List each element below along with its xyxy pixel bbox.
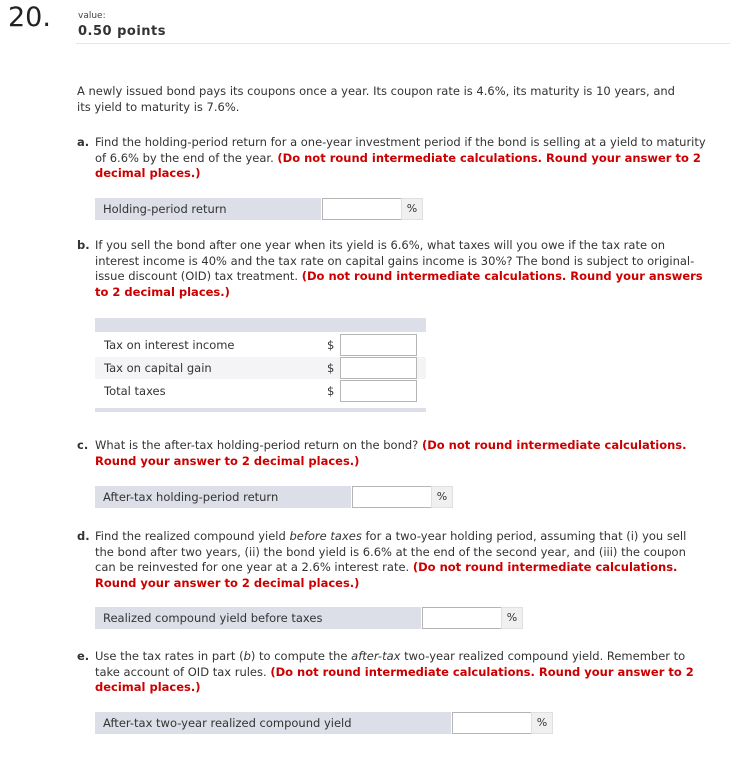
holding-period-return-label: Holding-period return	[103, 202, 227, 216]
tax-table-header	[95, 318, 426, 332]
part-a-question	[95, 135, 725, 182]
part-c-letter: c.	[77, 438, 89, 452]
part-a-line-1: Find the holding-period return for a one-year investment period if the bond is selling at a yield to maturity	[95, 135, 706, 149]
part-b-question	[95, 238, 725, 300]
percent-unit: %	[501, 607, 523, 629]
part-e-question	[95, 649, 725, 696]
part-d-letter: d.	[77, 529, 90, 543]
tax-interest-input[interactable]	[340, 334, 417, 356]
percent-unit: %	[431, 486, 453, 508]
part-e-line-2: take account of OID tax rules. (Do not round intermediate calculations. Round your answer to 2	[95, 664, 694, 679]
part-e-letter: e.	[77, 649, 90, 663]
part-b-line-1: If you sell the bond after one year when its yield is 6.6%, what taxes will you owe if the tax rate on	[95, 238, 666, 252]
part-b-letter: b.	[77, 238, 90, 252]
part-d-line-2: the bond after two years, (ii) the bond yield is 6.6% at the end of the second year, and (iii) the coupon	[95, 544, 686, 559]
percent-unit: %	[401, 198, 423, 220]
part-b-line-3: issue discount (OID) tax treatment. (Do not round intermediate calculations. Round your answers	[95, 269, 703, 283]
question-number: 20.	[8, 2, 51, 33]
part-d-line-1: Find the realized compound yield before taxes for a two-year holding period, assuming that (i) you sell	[95, 529, 687, 543]
tax-row-capital-gain	[95, 357, 426, 379]
part-a-line-3: decimal places.)	[95, 166, 201, 180]
tax-table-footer	[95, 408, 426, 412]
tax-row-label: Total taxes	[104, 384, 166, 398]
tax-capital-gain-input[interactable]	[340, 357, 417, 379]
part-b-line-4: to 2 decimal places.)	[95, 284, 230, 299]
currency-symbol: $	[327, 384, 335, 398]
part-d-line-3: can be reinvested for one year at a 2.6% interest rate. (Do not round intermediate calculations.	[95, 560, 678, 574]
part-d-line-4: Round your answer to 2 decimal places.)	[95, 575, 360, 590]
part-e-line-3: decimal places.)	[95, 680, 201, 694]
realized-yield-before-tax-input[interactable]	[422, 607, 502, 629]
percent-unit: %	[531, 712, 553, 734]
header-divider	[76, 43, 730, 44]
part-c-question	[95, 438, 725, 469]
tax-row-total	[95, 380, 426, 402]
after-tax-realized-yield-input[interactable]	[452, 712, 532, 734]
part-a-line-2: of 6.6% by the end of the year. (Do not round intermediate calculations. Round your answer to 2	[95, 150, 701, 165]
part-d-question	[95, 529, 725, 591]
tax-row-interest	[95, 334, 426, 356]
after-tax-hpr-input[interactable]	[352, 486, 432, 508]
intro-line-2: its yield to maturity is 7.6%.	[77, 99, 240, 114]
part-c-line-1: What is the after-tax holding-period return on the bond? (Do not round intermediate calculations.	[95, 438, 687, 452]
part-c-field-bar	[95, 486, 351, 508]
realized-yield-before-tax-label: Realized compound yield before taxes	[103, 611, 323, 625]
tax-row-label: Tax on interest income	[104, 338, 235, 352]
after-tax-realized-yield-label: After-tax two-year realized compound yield	[103, 716, 352, 730]
total-taxes-input[interactable]	[340, 380, 417, 402]
part-a-field-bar	[95, 198, 321, 220]
part-d-field-bar	[95, 607, 421, 629]
part-e-field-bar	[95, 712, 451, 734]
after-tax-hpr-label: After-tax holding-period return	[103, 490, 279, 504]
currency-symbol: $	[327, 361, 335, 375]
holding-period-return-input[interactable]	[322, 198, 402, 220]
intro-line-1: A newly issued bond pays its coupons once a year. Its coupon rate is 4.6%, its maturity is 10 years, and	[77, 84, 675, 98]
intro-text	[77, 84, 717, 115]
part-b-line-2: interest income is 40% and the tax rate on capital gains income is 30%? The bond is subject to original-	[95, 253, 695, 268]
part-a-letter: a.	[77, 135, 90, 149]
tax-row-label: Tax on capital gain	[104, 361, 212, 375]
currency-symbol: $	[327, 338, 335, 352]
points-value: 0.50 points	[78, 24, 167, 39]
value-label: value:	[78, 11, 106, 21]
part-c-line-2: Round your answer to 2 decimal places.)	[95, 453, 360, 468]
part-e-line-1: Use the tax rates in part (b) to compute the after-tax two-year realized compound yield. Remember to	[95, 649, 686, 663]
